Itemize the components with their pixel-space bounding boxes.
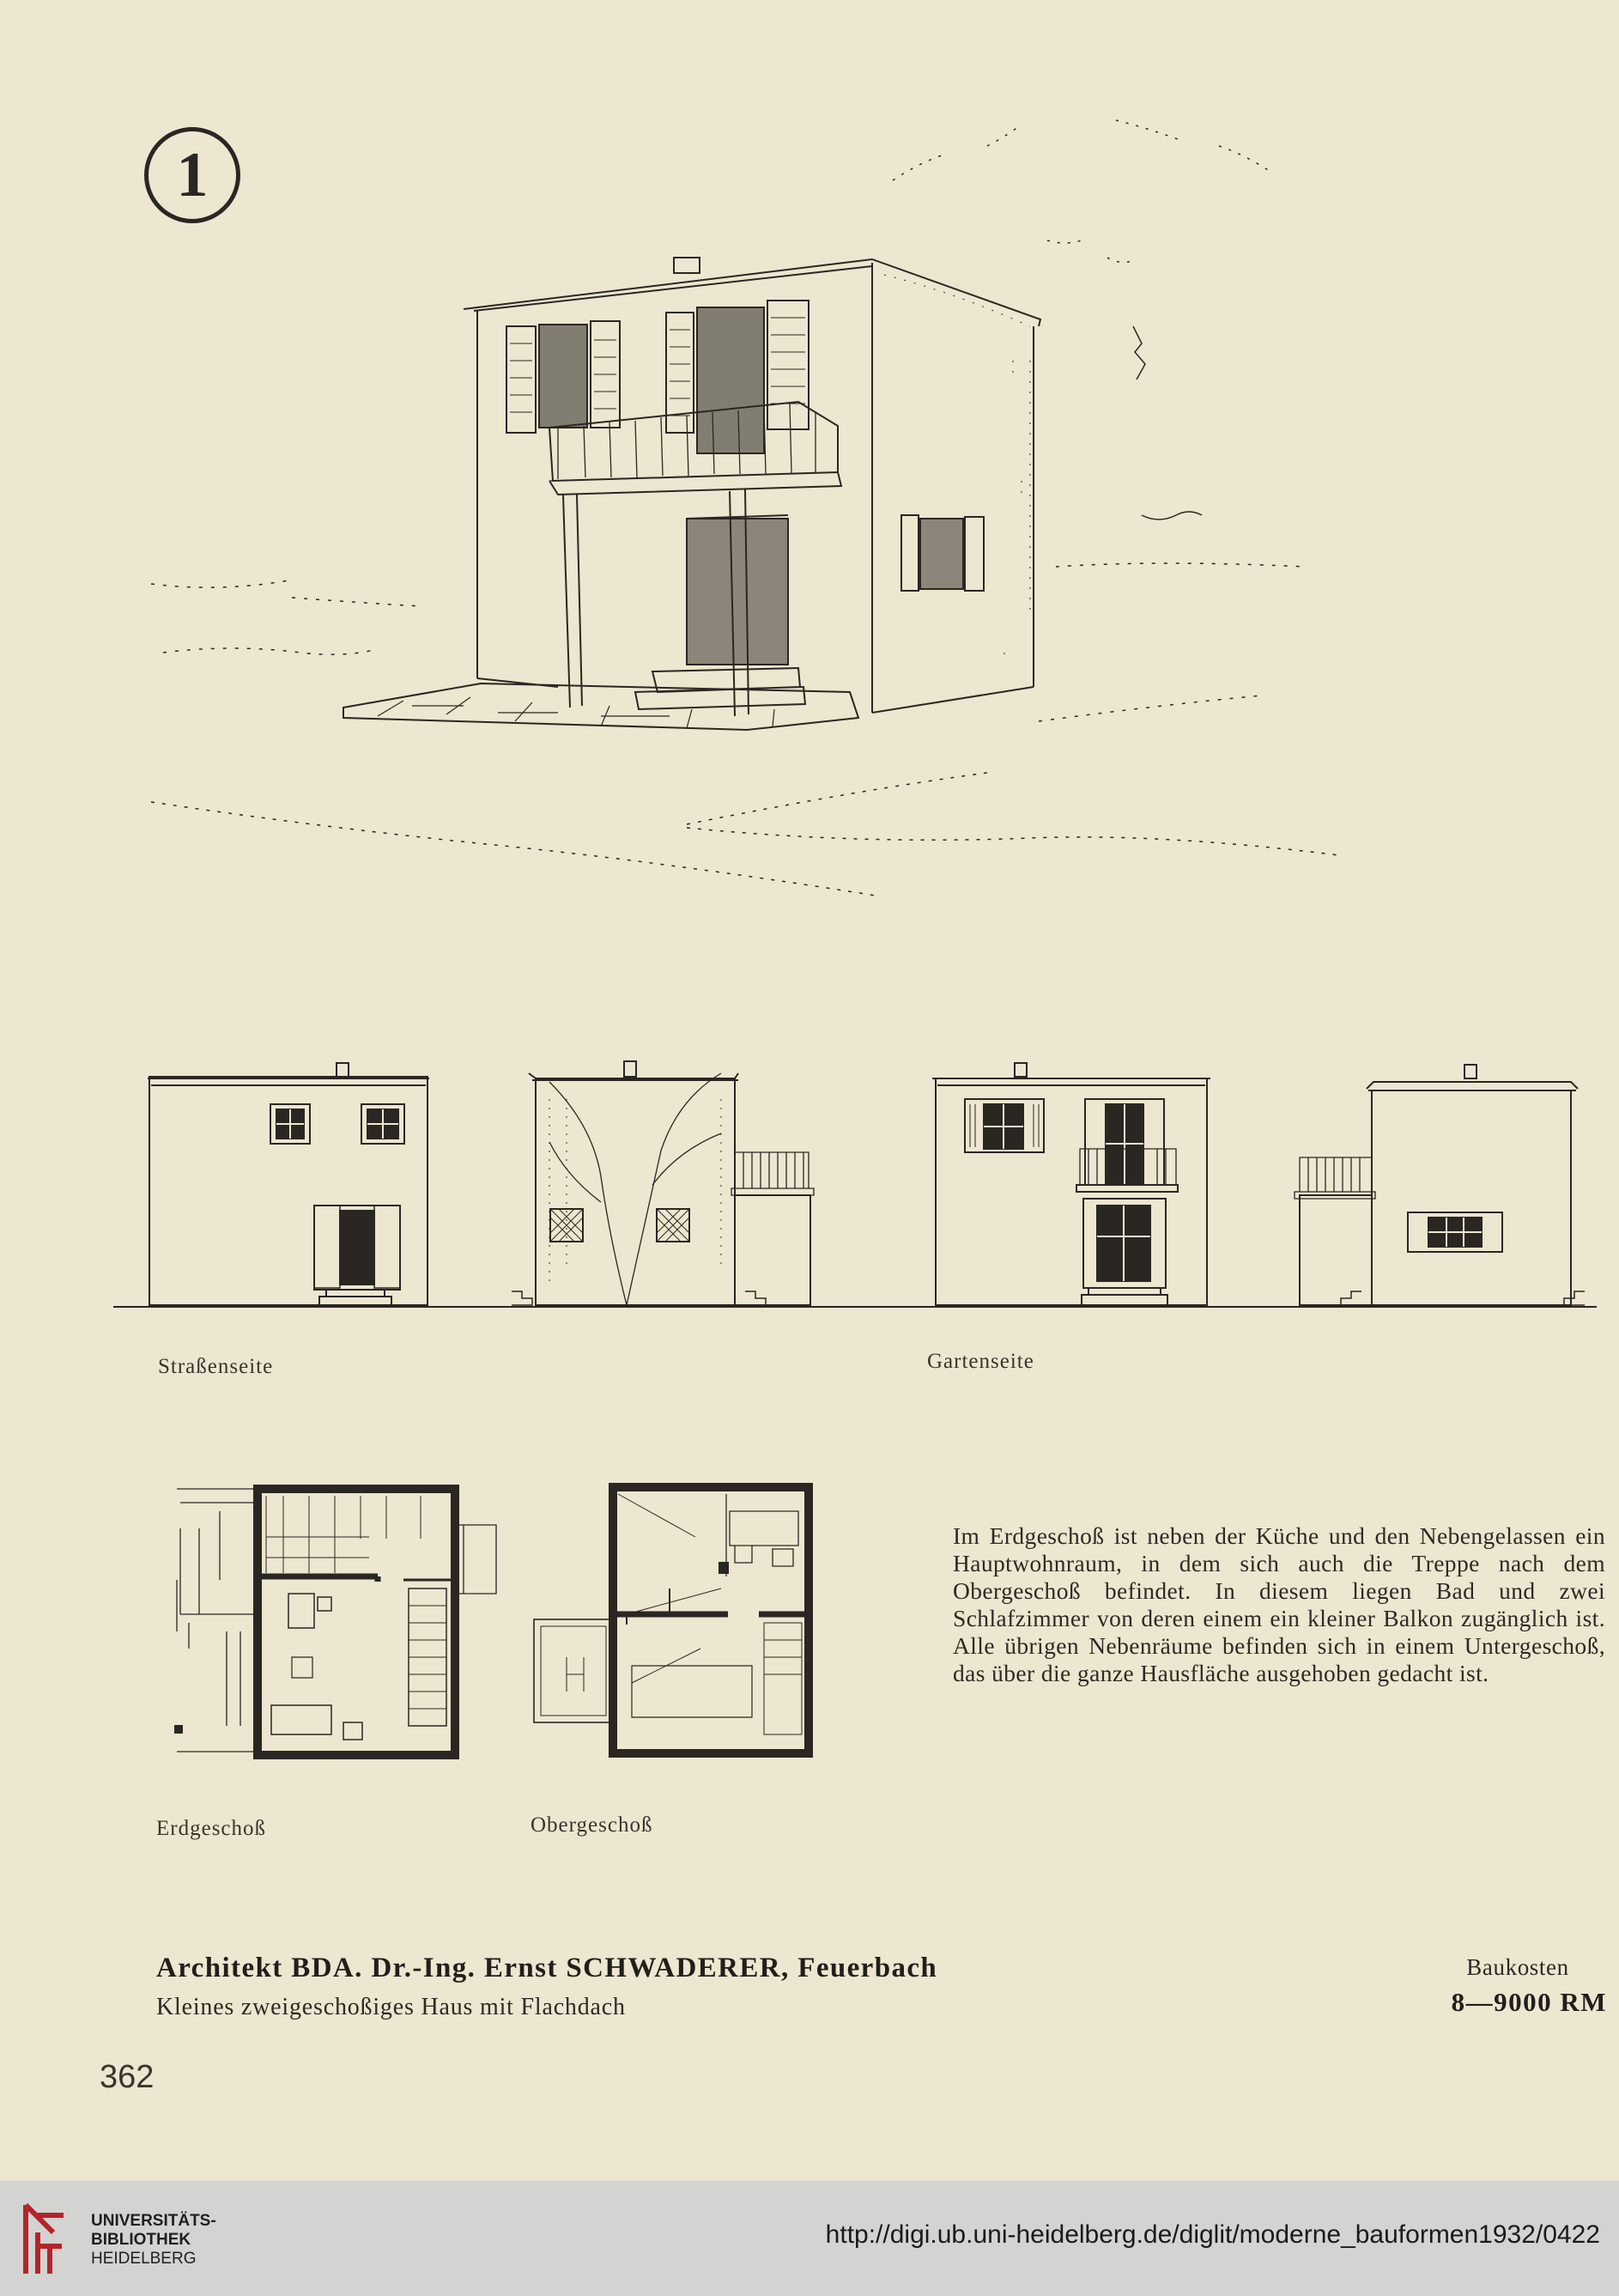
- library-line-1: UNIVERSITÄTS-: [91, 2212, 216, 2230]
- library-line-2: BIBLIOTHEK: [91, 2231, 191, 2249]
- caption-upper-floor: Obergeschoß: [531, 1813, 653, 1837]
- footer-bar: [0, 2181, 1619, 2296]
- house-subtitle: Kleines zweigeschoßiges Haus mit Flachdach: [156, 1994, 626, 2020]
- floor-plans: [175, 1487, 809, 1755]
- cost-label: Baukosten: [1466, 1954, 1569, 1980]
- library-name: [91, 2212, 216, 2269]
- library-line-3: HEIDELBERG: [91, 2250, 197, 2268]
- description-text: Im Erdgeschoß ist neben der Küche und den Nebengelassen ein Hauptwohnraum, in dem sich auch die Treppe nach dem Obergeschoß befindet. In diesem liegen Bad und zwei Schlafzimmer von deren einem ein kleiner Balkon zugänglich ist. Alle übrigen Nebenräume befinden sich in einem Untergeschoß, das über die ganze Hausfläche ausgehoben gedacht ist.: [953, 1522, 1605, 1686]
- caption-street-side: Straßenseite: [158, 1355, 274, 1378]
- library-logo-icon: [19, 2198, 79, 2279]
- permalink-url[interactable]: http://digi.ub.uni-heidelberg.de/diglit/moderne_bauformen1932/0422: [825, 2220, 1600, 2249]
- plate-number: 1: [176, 140, 209, 210]
- page-number: 362: [100, 2059, 155, 2095]
- architect-name: Architekt BDA. Dr.-Ing. Ernst SCHWADERER, Feuerbach: [156, 1953, 938, 1983]
- caption-ground-floor: Erdgeschoß: [156, 1817, 267, 1840]
- perspective-sketch: [151, 120, 1339, 896]
- plate-number-badge: [144, 127, 240, 223]
- caption-garden-side: Gartenseite: [927, 1350, 1034, 1373]
- cost-value: 8—9000 RM: [1451, 1987, 1607, 2017]
- elevations: [113, 1061, 1597, 1307]
